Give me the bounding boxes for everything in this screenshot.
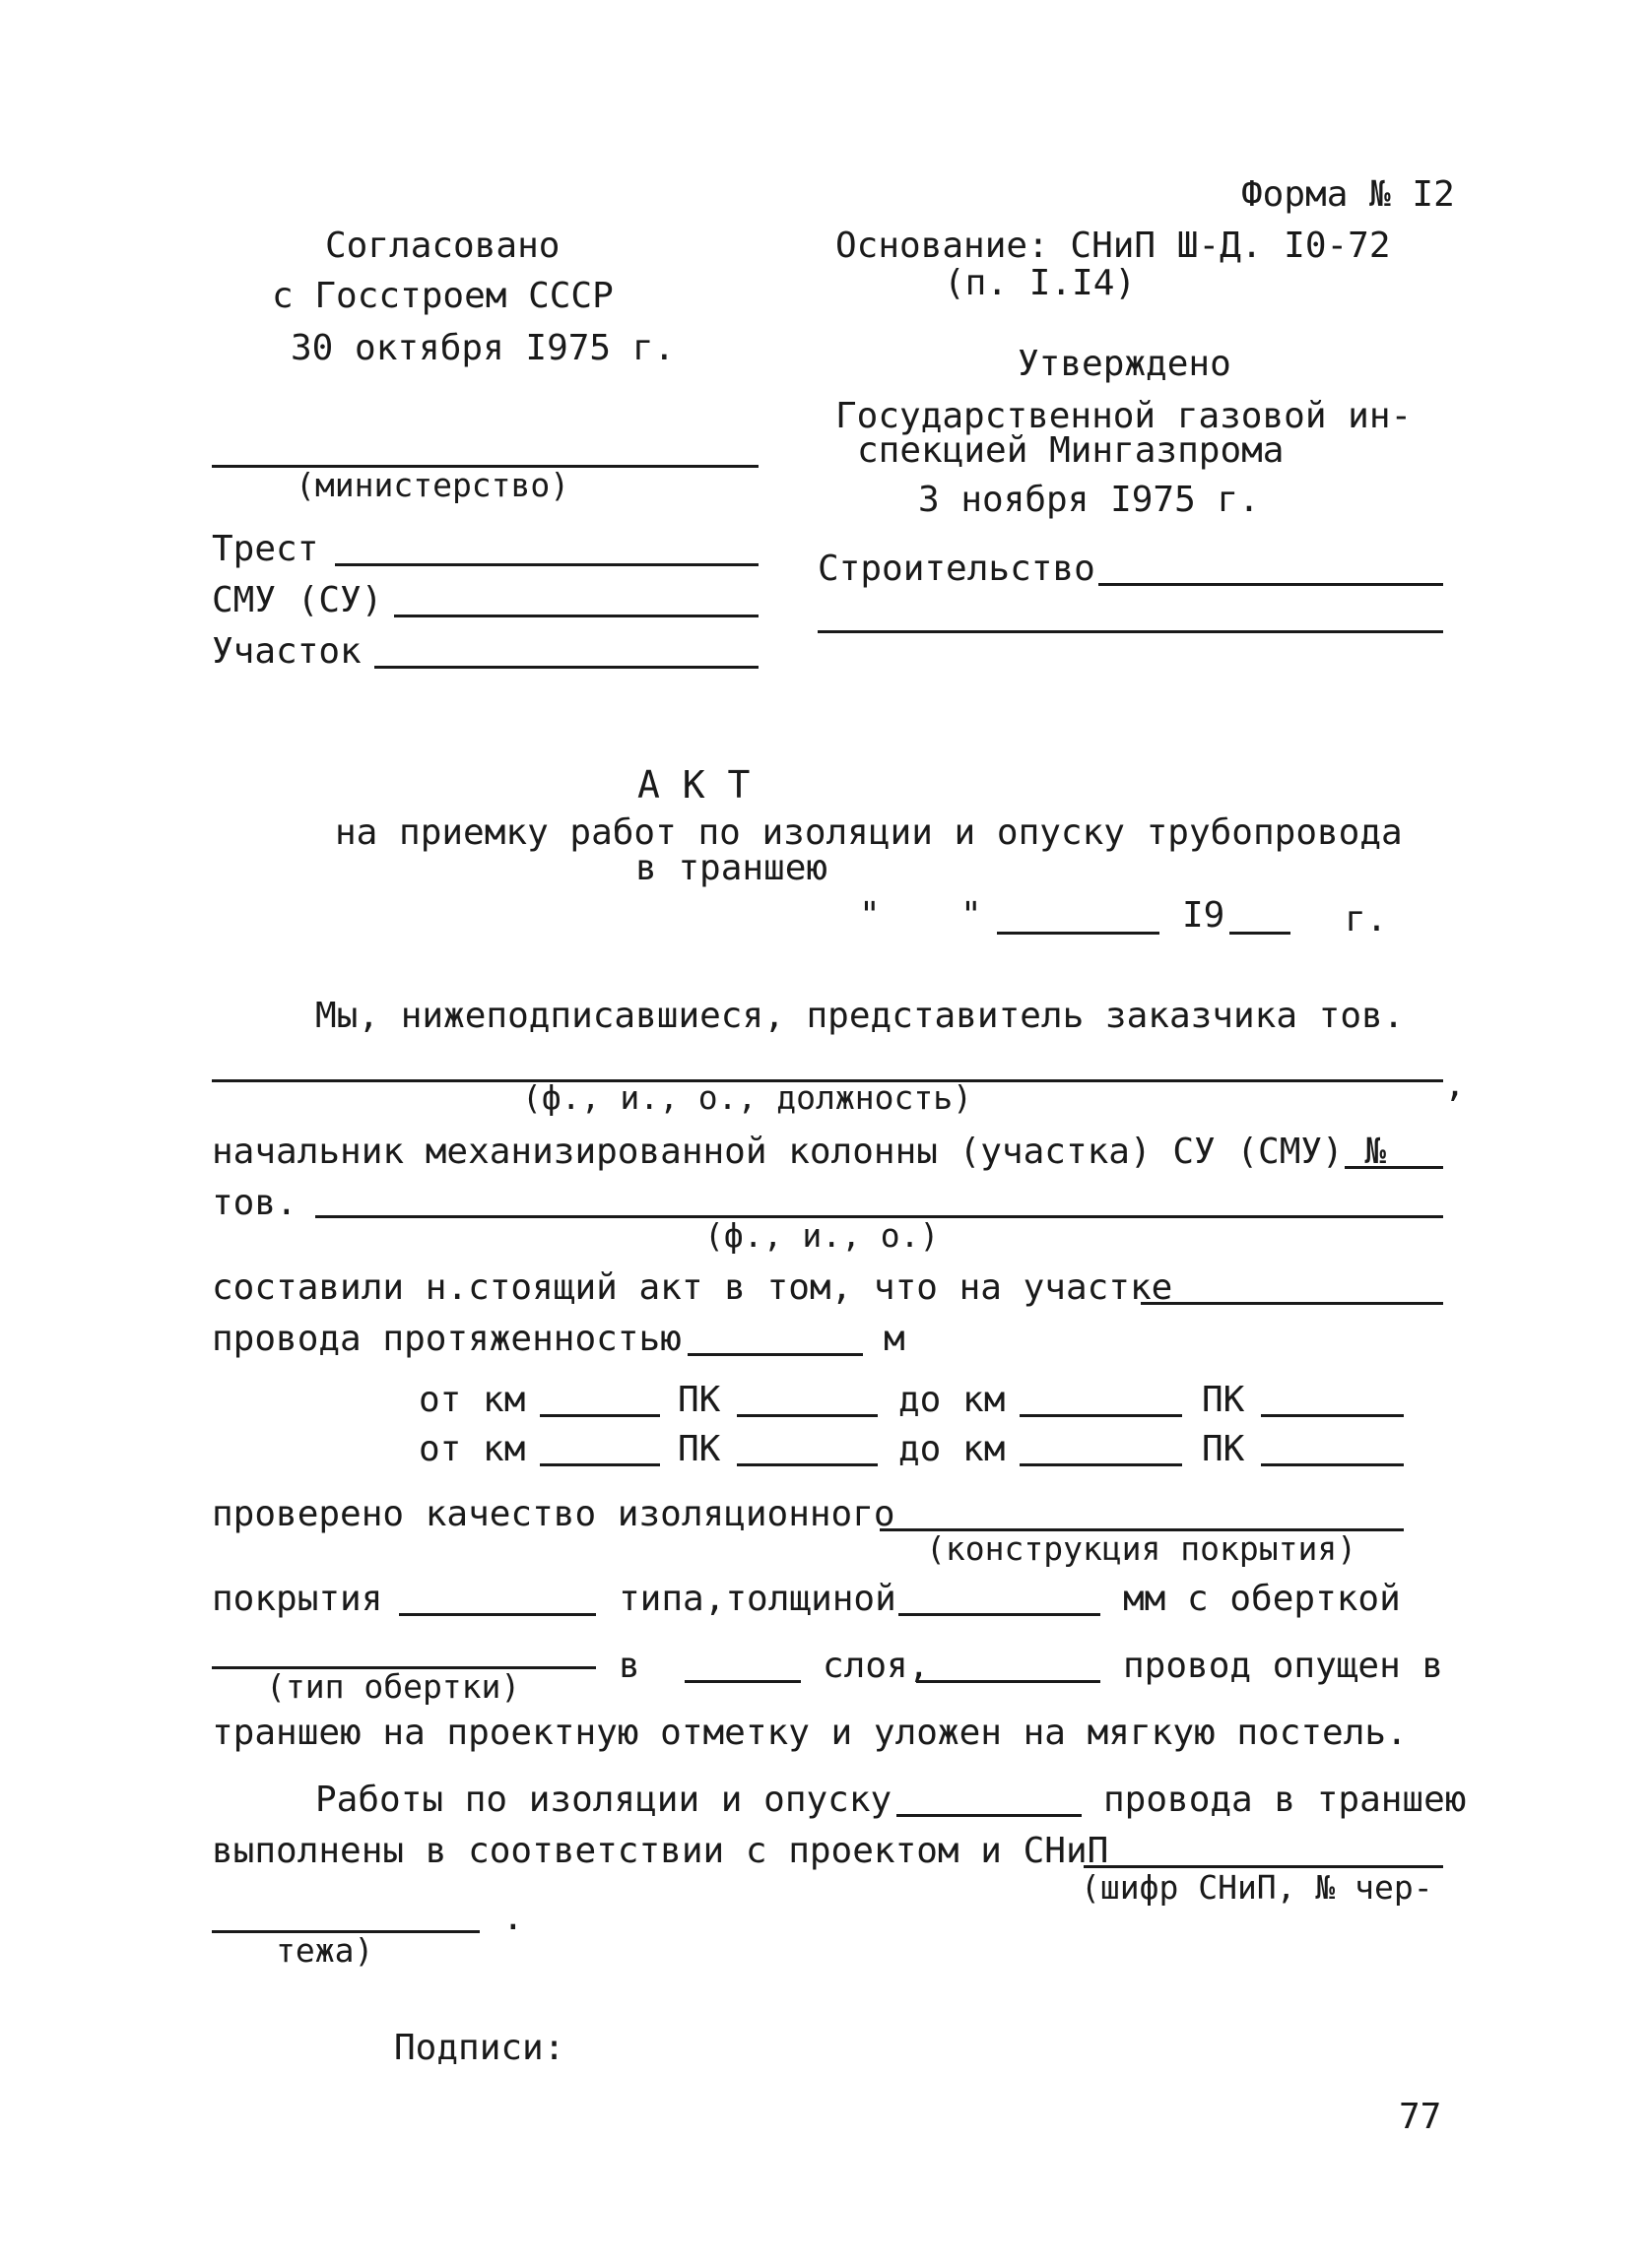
caption-snip: (шифр СНиП, № чер-: [1081, 1868, 1433, 1907]
date-year-suffix: г.: [1345, 899, 1388, 940]
para-column-chief: начальник механизированной колонны (участка) СУ (СМУ) №: [212, 1132, 1387, 1172]
section-line[interactable]: [374, 666, 759, 669]
approved-line-1: Утверждено: [1018, 344, 1231, 384]
section-area-line[interactable]: [1141, 1302, 1443, 1305]
para-length: провода протяженностью: [212, 1319, 682, 1359]
basis-line-1: Основание: СНиП Ш-Д. I0-72: [835, 226, 1391, 266]
para-trench-bedding: траншею на проектную отметку и уложен на мягкую постель.: [212, 1713, 1408, 1753]
to-km-line-2[interactable]: [1020, 1463, 1182, 1466]
date-quote-open: ": [859, 895, 881, 936]
length-unit: м: [884, 1319, 905, 1359]
layers-line[interactable]: [685, 1680, 801, 1683]
act-subtitle-2: в траншею: [635, 848, 828, 888]
layer-label: слоя,: [823, 1646, 930, 1686]
pk-label-1b: ПК: [1202, 1380, 1245, 1420]
period: .: [502, 1898, 524, 1938]
coating-type-line[interactable]: [399, 1613, 596, 1616]
pk-label-1a: ПК: [678, 1380, 721, 1420]
trust-line[interactable]: [335, 563, 759, 566]
para-compiled: составили н.стоящий акт в том, что на участке: [212, 1267, 1173, 1308]
pipe-lowered-label: провод опущен в: [1123, 1646, 1444, 1686]
works-trench-label: провода в траншею: [1103, 1780, 1467, 1820]
from-km-line-1[interactable]: [540, 1414, 660, 1417]
from-km-line-2[interactable]: [540, 1463, 660, 1466]
mm-wrap-label: мм с оберткой: [1123, 1579, 1401, 1619]
in-label: в: [619, 1646, 640, 1686]
page-number: 77: [1399, 2097, 1442, 2137]
trust-label: Трест: [212, 529, 319, 569]
act-heading: А К Т: [637, 763, 751, 807]
construction-line-2[interactable]: [818, 630, 1443, 633]
to-km-label-2: до км: [898, 1429, 1006, 1469]
works-pipe-line[interactable]: [896, 1814, 1082, 1817]
pk-line-2a[interactable]: [737, 1463, 878, 1466]
caption-fio-position: (ф., и., о., должность): [522, 1078, 972, 1117]
date-year-prefix: I9: [1182, 895, 1225, 936]
agreed-line-3: 30 октября I975 г.: [291, 328, 676, 368]
construction-label: Строительство: [818, 549, 1095, 589]
pipe-line[interactable]: [916, 1680, 1100, 1683]
smu-line[interactable]: [394, 615, 759, 617]
comrade-label: тов.: [212, 1183, 297, 1223]
to-km-line-1[interactable]: [1020, 1414, 1182, 1417]
type-thickness-label: типа,толщиной: [619, 1579, 896, 1619]
thickness-line[interactable]: [898, 1613, 1100, 1616]
construction-line-1[interactable]: [1098, 583, 1443, 586]
date-year-line[interactable]: [1229, 932, 1290, 935]
basis-line-2: (п. I.I4): [944, 263, 1137, 303]
act-subtitle-1: на приемку работ по изоляции и опуску трубопровода: [335, 812, 1403, 853]
ministry-caption: (министерство): [296, 466, 570, 504]
approved-line-3: спекцией Мингазпрома: [857, 430, 1285, 471]
to-km-label-1: до км: [898, 1380, 1006, 1420]
date-month-line[interactable]: [997, 932, 1159, 935]
from-km-label-1: от км: [419, 1380, 526, 1420]
pk-line-1b[interactable]: [1261, 1414, 1404, 1417]
caption-wrap-type: (тип обертки): [266, 1667, 521, 1706]
section-label: Участок: [212, 631, 362, 672]
comma: ,: [1444, 1065, 1466, 1105]
caption-fio: (ф., и., о.): [704, 1216, 940, 1255]
from-km-label-2: от км: [419, 1429, 526, 1469]
signatures-label: Подписи:: [394, 2028, 565, 2068]
smu-label: СМУ (СУ): [212, 580, 383, 620]
approved-line-4: 3 ноября I975 г.: [918, 480, 1260, 520]
agreed-line-1: Согласовано: [325, 226, 561, 266]
coating-label: покрытия: [212, 1579, 383, 1619]
pk-label-2a: ПК: [678, 1429, 721, 1469]
agreed-line-2: с Госстроем СССР: [272, 276, 614, 316]
pk-line-2b[interactable]: [1261, 1463, 1404, 1466]
para-customer-rep: Мы, нижеподписавшиеся, представитель заказчика тов.: [315, 996, 1405, 1036]
caption-coating-construction: (конструкция покрытия): [926, 1529, 1357, 1568]
caption-snip-end: тежа): [276, 1931, 374, 1970]
approved-line-2: Государственной газовой ин-: [835, 396, 1413, 436]
form-number: Форма № I2: [1241, 174, 1455, 215]
para-quality-checked: проверено качество изоляционного: [212, 1494, 895, 1534]
length-line[interactable]: [688, 1353, 863, 1356]
pk-line-1a[interactable]: [737, 1414, 878, 1417]
pk-label-2b: ПК: [1202, 1429, 1245, 1469]
para-works: Работы по изоляции и опуску: [315, 1780, 892, 1820]
date-quote-close: ": [960, 895, 982, 936]
para-compliance: выполнены в соответствии с проектом и СНиП: [212, 1831, 1109, 1871]
column-number-line[interactable]: [1345, 1166, 1443, 1169]
